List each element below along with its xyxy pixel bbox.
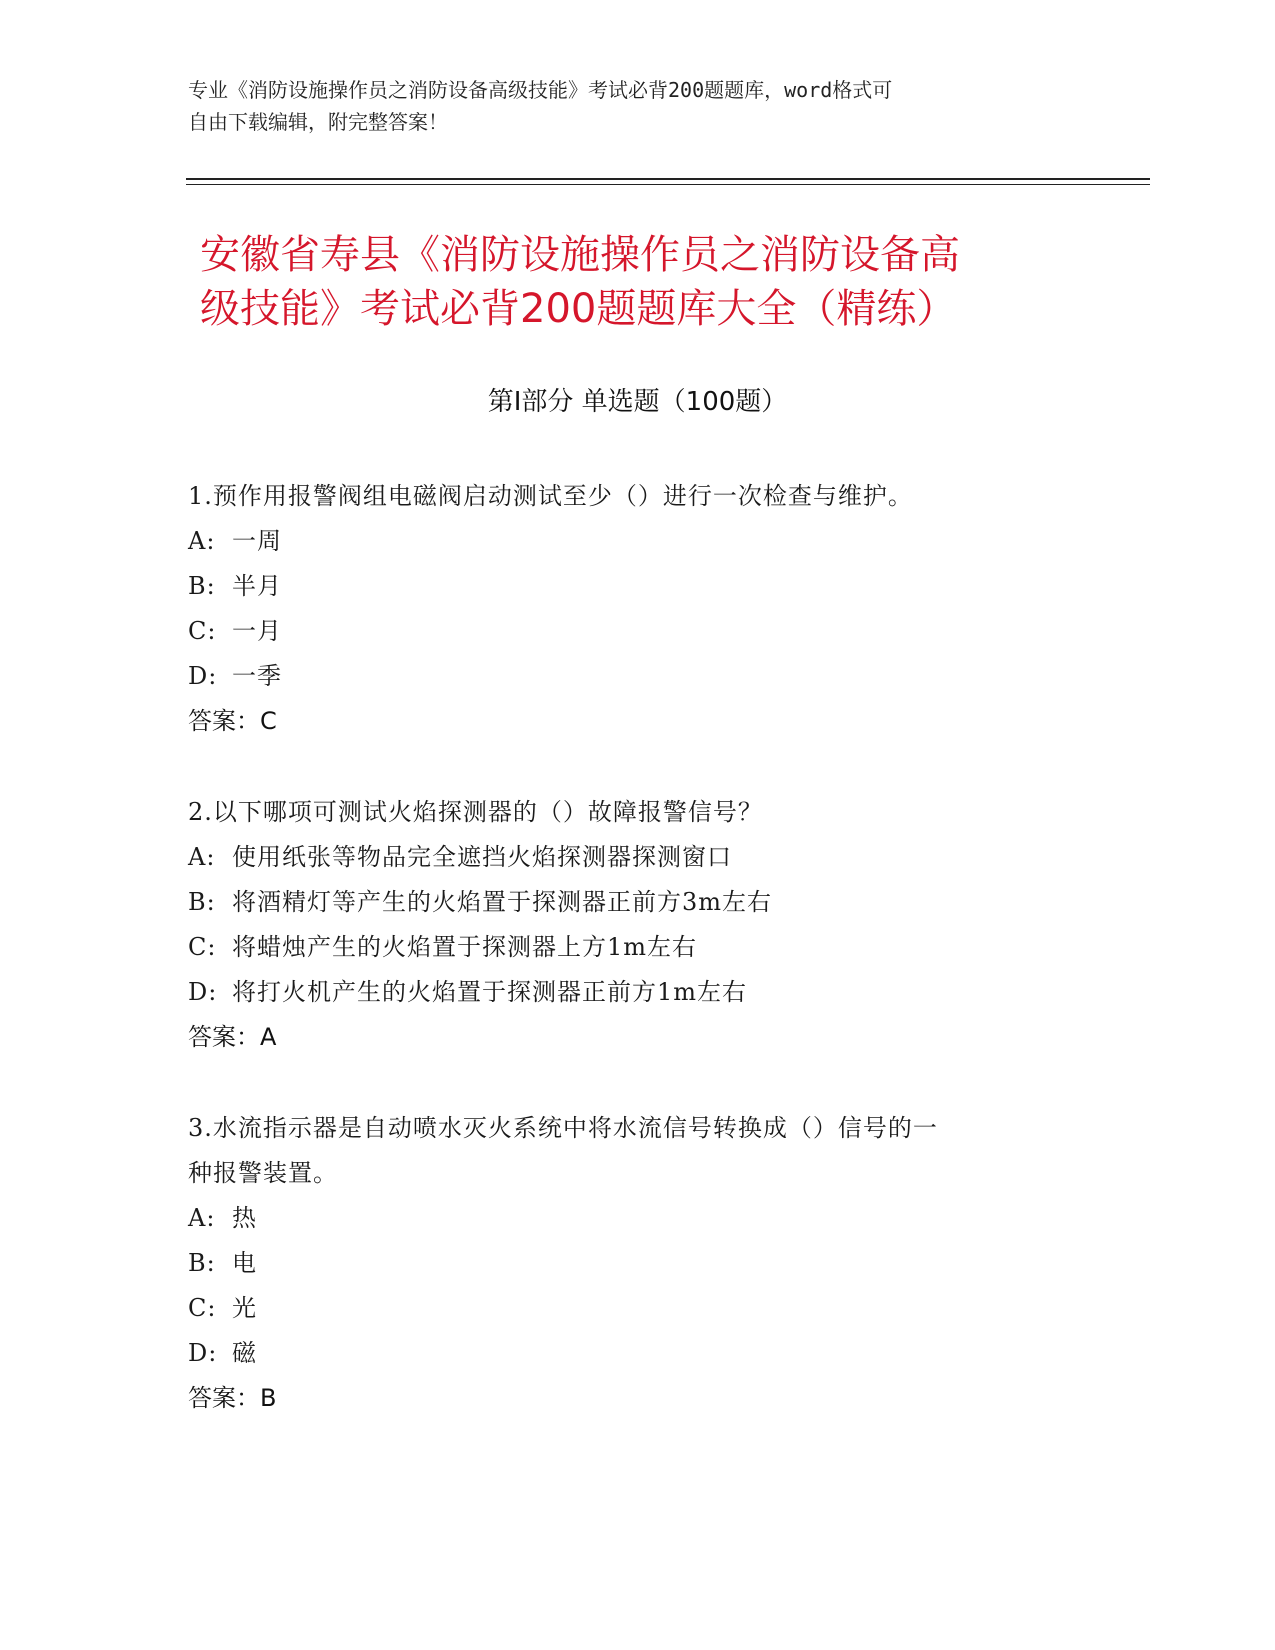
section-title: 第Ⅰ部分 单选题（100题） — [487, 387, 788, 417]
document-title-line-2: 级技能》考试必背200题题库大全（精练） — [200, 286, 957, 332]
option-text: 半月 — [232, 572, 282, 600]
document-title-line-1: 安徽省寿县《消防设施操作员之消防设备高 — [200, 232, 960, 278]
answer-option — [188, 609, 1068, 654]
option-text: 热 — [232, 1204, 257, 1232]
answer-key: 答案：A — [188, 1023, 277, 1051]
option-label: D: — [188, 1339, 218, 1367]
intro-text — [188, 74, 1068, 138]
option-text: 光 — [232, 1294, 257, 1322]
answer-option — [188, 1241, 1068, 1286]
question-block — [188, 790, 1068, 1060]
answer-option — [188, 654, 1068, 699]
option-text: 使用纸张等物品完全遮挡火焰探测器探测窗口 — [232, 843, 732, 871]
answer-option — [188, 1286, 1068, 1331]
option-text: 将蜡烛产生的火焰置于探测器上方1m左右 — [232, 933, 698, 961]
option-label: C: — [188, 933, 217, 961]
question-stem: 3.水流指示器是自动喷水灭火系统中将水流信号转换成（）信号的一 — [188, 1114, 938, 1142]
document-title — [200, 228, 1080, 336]
answer-option — [188, 1331, 1068, 1376]
option-text: 电 — [232, 1249, 257, 1277]
answer-option — [188, 880, 1068, 925]
question-list — [188, 474, 1068, 1467]
option-text: 将打火机产生的火焰置于探测器正前方1m左右 — [232, 978, 748, 1006]
answer-option — [188, 835, 1068, 880]
option-label: A: — [188, 843, 216, 871]
option-label: D: — [188, 662, 218, 690]
option-label: C: — [188, 617, 217, 645]
answer-option — [188, 970, 1068, 1015]
option-label: D: — [188, 978, 218, 1006]
answer-option — [188, 519, 1068, 564]
intro-line-1: 专业《消防设施操作员之消防设备高级技能》考试必背200题题库，word格式可 — [188, 78, 893, 102]
option-text: 一季 — [232, 662, 282, 690]
option-label: A: — [188, 1204, 216, 1232]
header-divider-thin — [186, 184, 1150, 185]
answer-key: 答案：B — [188, 1384, 277, 1412]
question-block — [188, 474, 1068, 744]
option-label: A: — [188, 527, 216, 555]
option-text: 将酒精灯等产生的火焰置于探测器正前方3m左右 — [232, 888, 773, 916]
question-stem: 种报警装置。 — [188, 1159, 338, 1187]
answer-option — [188, 564, 1068, 609]
answer-option — [188, 1196, 1068, 1241]
option-label: B: — [188, 1249, 216, 1277]
answer-option — [188, 925, 1068, 970]
intro-line-2: 自由下载编辑，附完整答案！ — [188, 110, 448, 134]
option-label: C: — [188, 1294, 217, 1322]
option-label: B: — [188, 888, 216, 916]
answer-key: 答案：C — [188, 707, 277, 735]
header-divider-thick — [186, 178, 1150, 180]
option-text: 一周 — [232, 527, 282, 555]
question-block — [188, 1106, 1068, 1421]
question-stem: 2.以下哪项可测试火焰探测器的（）故障报警信号？ — [188, 798, 763, 826]
question-stem: 1.预作用报警阀组电磁阀启动测试至少（）进行一次检查与维护。 — [188, 482, 913, 510]
option-label: B: — [188, 572, 216, 600]
option-text: 一月 — [232, 617, 282, 645]
option-text: 磁 — [232, 1339, 257, 1367]
